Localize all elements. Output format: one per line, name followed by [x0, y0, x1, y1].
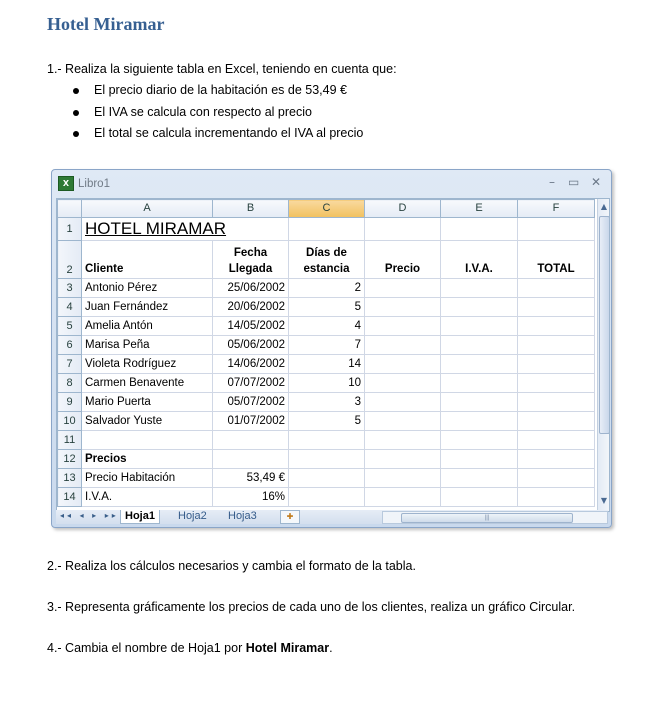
precio-habitacion-value-cell[interactable]: 53,49 € [213, 469, 289, 488]
cell[interactable] [365, 298, 441, 317]
table-row [58, 488, 595, 507]
row-header[interactable]: 12 [58, 450, 82, 469]
cell[interactable] [441, 431, 518, 450]
document-title: Hotel Miramar [47, 14, 165, 34]
cell[interactable] [441, 355, 518, 374]
header-total-cell[interactable]: TOTAL [518, 241, 595, 279]
client-days-cell[interactable]: 4 [289, 317, 365, 336]
cell[interactable] [518, 336, 595, 355]
cell[interactable] [365, 317, 441, 336]
table-row [58, 374, 595, 393]
client-date-cell[interactable]: 05/06/2002 [213, 336, 289, 355]
header-dias-cell[interactable]: Días de estancia [289, 241, 365, 279]
cell[interactable] [365, 393, 441, 412]
sheet-tab-bar [56, 510, 608, 524]
client-date-cell[interactable]: 14/05/2002 [213, 317, 289, 336]
client-name-cell[interactable]: Marisa Peña [82, 336, 213, 355]
table-row [58, 241, 595, 279]
select-all-corner[interactable] [58, 200, 82, 218]
excel-titlebar [52, 170, 611, 197]
cell[interactable] [518, 317, 595, 336]
table-row [58, 450, 595, 469]
cell[interactable] [441, 412, 518, 431]
client-date-cell[interactable]: 25/06/2002 [213, 279, 289, 298]
row-header[interactable]: 8 [58, 374, 82, 393]
cell[interactable] [441, 336, 518, 355]
horizontal-scroll-thumb[interactable]: ||| [401, 513, 573, 523]
client-date-cell[interactable]: 05/07/2002 [213, 393, 289, 412]
cell[interactable] [289, 450, 365, 469]
sheet-name-emphasis: Hotel Miramar [245, 641, 330, 655]
bullet-list [70, 80, 363, 145]
client-name-cell[interactable]: Violeta Rodríguez [82, 355, 213, 374]
cell[interactable] [518, 469, 595, 488]
table-row [58, 393, 595, 412]
cell[interactable] [441, 279, 518, 298]
spreadsheet-grid[interactable] [56, 198, 610, 512]
insert-sheet-icon[interactable]: ✚ [280, 510, 300, 524]
cell[interactable] [441, 450, 518, 469]
client-date-cell[interactable]: 01/07/2002 [213, 412, 289, 431]
cell[interactable] [289, 218, 365, 241]
cell[interactable] [518, 393, 595, 412]
cell[interactable] [365, 336, 441, 355]
cell[interactable] [518, 279, 595, 298]
table-row [58, 336, 595, 355]
cell[interactable] [213, 450, 289, 469]
cell[interactable] [289, 431, 365, 450]
column-header-b[interactable]: B [213, 200, 289, 218]
horizontal-scrollbar[interactable] [382, 511, 608, 524]
client-days-cell[interactable]: 5 [289, 412, 365, 431]
table-row [58, 218, 595, 241]
table-row [58, 431, 595, 450]
cell[interactable] [441, 393, 518, 412]
table-row [58, 412, 595, 431]
cell[interactable] [365, 374, 441, 393]
table-row [58, 355, 595, 374]
precio-habitacion-label-cell[interactable]: Precio Habitación [82, 469, 213, 488]
vertical-scrollbar[interactable] [597, 199, 610, 511]
cell-table [57, 199, 595, 507]
bullet-icon [73, 110, 79, 116]
column-header-a[interactable]: A [82, 200, 213, 218]
cell[interactable] [441, 488, 518, 507]
question-2: 2.- Realiza los cálculos necesarios y cambia el formato de la tabla. [47, 559, 416, 573]
client-days-cell[interactable]: 10 [289, 374, 365, 393]
iva-value-cell[interactable]: 16% [213, 488, 289, 507]
close-icon[interactable]: ✕ [591, 175, 602, 189]
cell[interactable] [213, 431, 289, 450]
bullet-item: El precio diario de la habitación es de 53,49 € [70, 80, 363, 102]
client-date-cell[interactable]: 14/06/2002 [213, 355, 289, 374]
client-date-cell[interactable]: 07/07/2002 [213, 374, 289, 393]
column-header-d[interactable]: D [365, 200, 441, 218]
precios-label-cell[interactable]: Precios [82, 450, 213, 469]
bullet-icon [73, 131, 79, 137]
restore-icon[interactable]: ▭ [568, 175, 580, 189]
cell[interactable] [365, 431, 441, 450]
iva-label-cell[interactable]: I.V.A. [82, 488, 213, 507]
row-header[interactable]: 2 [58, 241, 82, 279]
cell[interactable] [518, 298, 595, 317]
cell[interactable] [441, 374, 518, 393]
client-date-cell[interactable]: 20/06/2002 [213, 298, 289, 317]
cell[interactable] [365, 450, 441, 469]
cell[interactable] [441, 317, 518, 336]
row-header[interactable]: 1 [58, 218, 82, 241]
question-4: 4.- Cambia el nombre de Hoja1 por Hotel Miramar. [47, 641, 333, 655]
bullet-item: El total se calcula incrementando el IVA al precio [70, 123, 363, 145]
client-name-cell[interactable]: Salvador Yuste [82, 412, 213, 431]
question-1-intro: 1.- Realiza la siguiente tabla en Excel, teniendo en cuenta que: [47, 62, 397, 76]
row-header[interactable]: 7 [58, 355, 82, 374]
row-header[interactable]: 13 [58, 469, 82, 488]
column-header-f[interactable]: F [518, 200, 595, 218]
row-header[interactable]: 9 [58, 393, 82, 412]
cell[interactable] [365, 355, 441, 374]
table-row [58, 279, 595, 298]
row-header[interactable]: 3 [58, 279, 82, 298]
cell[interactable] [289, 488, 365, 507]
table-row [58, 317, 595, 336]
cell[interactable] [518, 374, 595, 393]
question-3: 3.- Representa gráficamente los precios de cada uno de los clientes, realiza un gráfico Circular. [47, 600, 576, 614]
client-days-cell[interactable]: 7 [289, 336, 365, 355]
cell[interactable] [518, 412, 595, 431]
row-header[interactable]: 4 [58, 298, 82, 317]
excel-window [51, 169, 612, 528]
tab-hoja2[interactable]: Hoja2 [178, 510, 207, 522]
minimize-icon[interactable]: – [549, 175, 555, 189]
scroll-down-icon[interactable]: ▼ [600, 496, 608, 505]
row-header[interactable]: 11 [58, 431, 82, 450]
bullet-item: El IVA se calcula con respecto al precio [70, 102, 363, 124]
workbook-title: Libro1 [78, 178, 110, 190]
client-days-cell[interactable]: 2 [289, 279, 365, 298]
tab-hoja1[interactable]: Hoja1 [120, 510, 160, 524]
cell[interactable] [365, 279, 441, 298]
cell[interactable] [365, 488, 441, 507]
cell[interactable] [518, 450, 595, 469]
row-header[interactable]: 5 [58, 317, 82, 336]
cell[interactable] [289, 469, 365, 488]
client-name-cell[interactable]: Mario Puerta [82, 393, 213, 412]
header-precio-cell[interactable]: Precio [365, 241, 441, 279]
cell[interactable] [365, 412, 441, 431]
cell[interactable] [518, 488, 595, 507]
table-row [58, 469, 595, 488]
scroll-up-icon[interactable]: ▲ [600, 202, 608, 211]
tab-hoja3[interactable]: Hoja3 [228, 510, 257, 522]
excel-app-icon[interactable]: X [58, 176, 74, 191]
cell[interactable] [441, 469, 518, 488]
sheet-nav-icon[interactable]: ◂◂ ◂ ▸ ▸▸ [60, 511, 119, 520]
column-header-c[interactable]: C [289, 200, 365, 218]
cell[interactable] [365, 469, 441, 488]
client-days-cell[interactable]: 3 [289, 393, 365, 412]
client-name-cell[interactable]: Juan Fernández [82, 298, 213, 317]
row-header[interactable]: 6 [58, 336, 82, 355]
client-name-cell[interactable]: Amelia Antón [82, 317, 213, 336]
cell[interactable] [441, 218, 518, 241]
cell[interactable] [365, 218, 441, 241]
row-header[interactable]: 10 [58, 412, 82, 431]
client-name-cell[interactable]: Carmen Benavente [82, 374, 213, 393]
cell[interactable] [82, 431, 213, 450]
column-header-row [58, 200, 595, 218]
sheet-heading-cell[interactable]: HOTEL MIRAMAR [82, 218, 289, 241]
vertical-scroll-thumb[interactable] [599, 216, 610, 434]
table-row [58, 298, 595, 317]
client-days-cell[interactable]: 14 [289, 355, 365, 374]
cell[interactable] [518, 218, 595, 241]
header-fecha-cell[interactable]: Fecha Llegada [213, 241, 289, 279]
cell[interactable] [518, 355, 595, 374]
column-header-e[interactable]: E [441, 200, 518, 218]
cell[interactable] [441, 298, 518, 317]
header-cliente-cell[interactable]: Cliente [82, 241, 213, 279]
bullet-icon [73, 88, 79, 94]
client-days-cell[interactable]: 5 [289, 298, 365, 317]
row-header[interactable]: 14 [58, 488, 82, 507]
cell[interactable] [518, 431, 595, 450]
client-name-cell[interactable]: Antonio Pérez [82, 279, 213, 298]
header-iva-cell[interactable]: I.V.A. [441, 241, 518, 279]
